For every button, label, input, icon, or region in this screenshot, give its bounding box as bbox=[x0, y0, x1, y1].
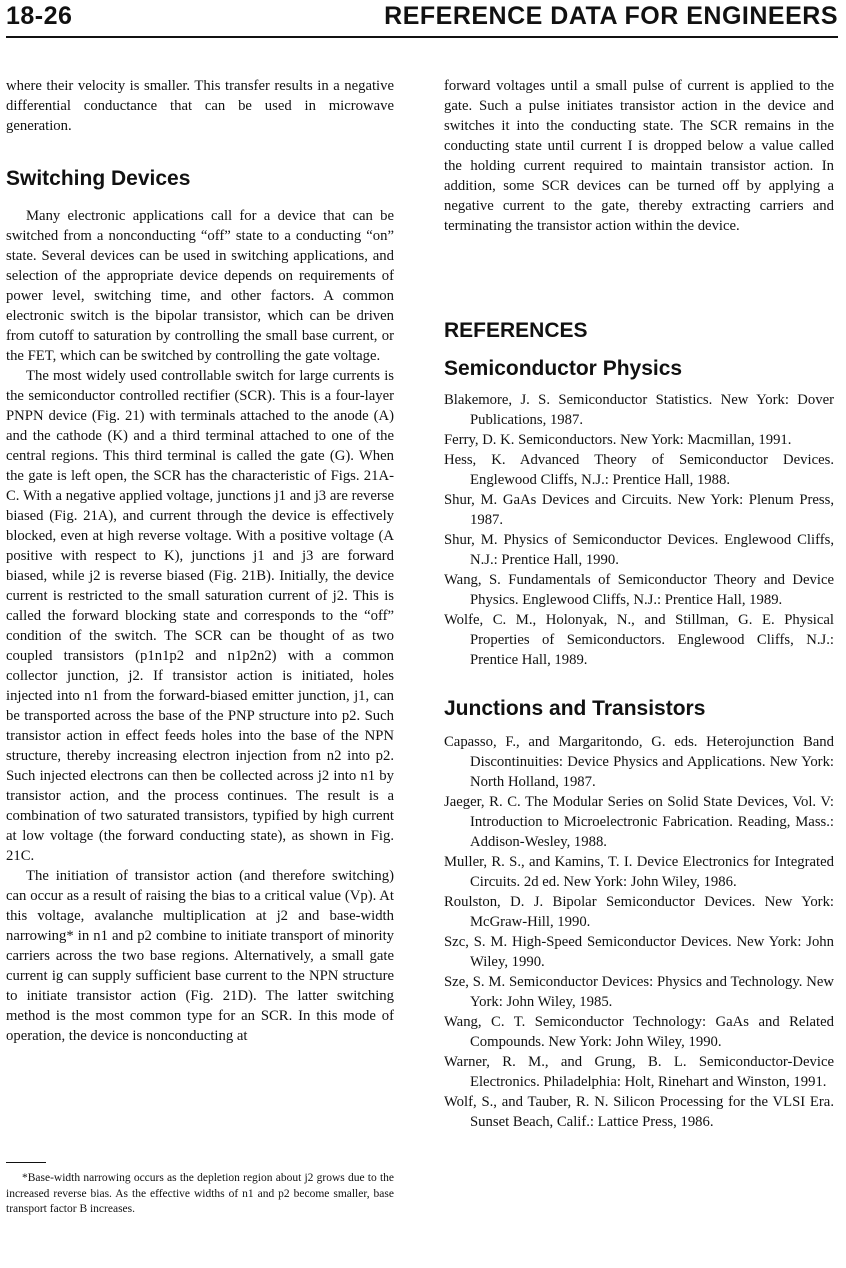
reference-entry: Capasso, F., and Margaritondo, G. eds. Heterojunction Band Discontinuities: Device Physics and Applications. New York: North Holland, 1987. bbox=[444, 734, 834, 790]
reference-entry: Wang, C. T. Semiconductor Technology: GaAs and Related Compounds. New York: John Wiley, 1990. bbox=[444, 1014, 834, 1050]
reference-list-junctions-and-transistors bbox=[444, 732, 834, 1132]
footnote-text: *Base-width narrowing occurs as the depletion region about j2 grows due to the increased reverse bias. As the effective widths of n1 and p2 become smaller, base transport factor B increases. bbox=[6, 1172, 394, 1215]
running-title: REFERENCE DATA FOR ENGINEERS bbox=[384, 2, 838, 30]
intro-paragraph: where their velocity is smaller. This transfer results in a negative differential conductance that can be used in microwave generation. bbox=[6, 78, 394, 134]
reference-entry: Sze, S. M. Semiconductor Devices: Physics and Technology. New York: John Wiley, 1985. bbox=[444, 974, 834, 1010]
right-column bbox=[444, 76, 834, 1132]
reference-entry: Ferry, D. K. Semiconductors. New York: Macmillan, 1991. bbox=[444, 432, 792, 448]
reference-entry: Szc, S. M. High-Speed Semiconductor Devices. New York: John Wiley, 1990. bbox=[444, 934, 834, 970]
reference-entry: Blakemore, J. S. Semiconductor Statistics. New York: Dover Publications, 1987. bbox=[444, 392, 834, 428]
reference-entry: Shur, M. GaAs Devices and Circuits. New York: Plenum Press, 1987. bbox=[444, 492, 834, 528]
body-paragraph: The initiation of transistor action (and therefore switching) can occur as a result of raising the bias to a critical value (Vp). At this voltage, avalanche multiplication at j2 and base-width narrowing* in n1 and p2 combine to initiate transport of minority carriers across the two base regions. Alternatively, a small gate current ig can supply sufficient base current to the NPN structure to initiate transistor action (Fig. 21D). The latter switching method is the most common type for an SCR. In this mode of operation, the device is nonconducting at bbox=[6, 868, 394, 1044]
reference-entry: Muller, R. S., and Kamins, T. I. Device Electronics for Integrated Circuits. 2d ed. New York: John Wiley, 1986. bbox=[444, 854, 834, 890]
footnote bbox=[6, 1162, 394, 1218]
reference-entry: Wang, S. Fundamentals of Semiconductor Theory and Device Physics. Englewood Cliffs, N.J.: Prentice Hall, 1989. bbox=[444, 572, 834, 608]
reference-entry: Shur, M. Physics of Semiconductor Devices. Englewood Cliffs, N.J.: Prentice Hall, 1990. bbox=[444, 532, 834, 568]
header-rule bbox=[6, 36, 838, 38]
reference-list-semiconductor-physics bbox=[444, 390, 834, 670]
footnote-rule bbox=[6, 1162, 46, 1163]
reference-entry: Hess, K. Advanced Theory of Semiconductor Devices. Englewood Cliffs, N.J.: Prentice Hall, 1988. bbox=[444, 452, 834, 488]
page-header bbox=[6, 2, 838, 36]
reference-entry: Wolf, S., and Tauber, R. N. Silicon Processing for the VLSI Era. Sunset Beach, Calif.: Lattice Press, 1986. bbox=[444, 1094, 834, 1130]
left-column bbox=[6, 76, 394, 1046]
references-heading: REFERENCES bbox=[444, 319, 588, 342]
page-number: 18-26 bbox=[6, 2, 73, 30]
body-paragraph: Many electronic applications call for a device that can be switched from a nonconducting “off” state to a conducting “on” state. Several devices can be used in switching applications, and selection of the appropriate device depends on requirements of power level, switching time, and other factors. A common electronic switch is the bipolar transistor, which can be driven from cutoff to saturation by controlling the small base current, or the FET, which can be switched by controlling the gate voltage. bbox=[6, 208, 394, 364]
reference-entry: Wolfe, C. M., Holonyak, N., and Stillman, G. E. Physical Properties of Semiconductors. Englewood Cliffs, N.J.: Prentice Hall, 1989. bbox=[444, 612, 834, 668]
subsection-heading-junctions-and-transistors: Junctions and Transistors bbox=[444, 697, 706, 720]
subsection-heading-semiconductor-physics: Semiconductor Physics bbox=[444, 357, 683, 380]
reference-entry: Jaeger, R. C. The Modular Series on Solid State Devices, Vol. V: Introduction to Microelectronic Fabrication. Reading, Mass.: Addison-Wesley, 1988. bbox=[444, 794, 834, 850]
reference-entry: Warner, R. M., and Grung, B. L. Semiconductor-Device Electronics. Philadelphia: Holt, Rinehart and Winston, 1991. bbox=[444, 1054, 834, 1090]
continuation-paragraph: forward voltages until a small pulse of current is applied to the gate. Such a pulse initiates transistor action in the device and switches it into the conducting state. The SCR remains in the conducting state until current I is dropped below a value called the holding current required to maintain transistor action. In addition, some SCR devices can be turned off by applying a negative current to the gate, thereby extracting carriers and terminating the transistor action within the device. bbox=[444, 78, 834, 234]
section-heading-switching-devices: Switching Devices bbox=[6, 167, 191, 190]
reference-entry: Roulston, D. J. Bipolar Semiconductor Devices. New York: McGraw-Hill, 1990. bbox=[444, 894, 834, 930]
body-paragraph: The most widely used controllable switch for large currents is the semiconductor controlled rectifier (SCR). This is a four-layer PNPN device (Fig. 21) with terminals attached to the anode (A) and the cathode (K) and a third terminal attached to one of the central regions. This third terminal is called the gate (G). When the gate is left open, the SCR has the characteristic of Figs. 21A-C. With a negative applied voltage, junctions j1 and j3 are reverse biased (Fig. 21A), and current through the device is effectively blocked, even at high reverse voltage. With a positive voltage (A positive with respect to K), junctions j1 and j3 are forward biased, while j2 is reverse biased (Fig. 21B). Initially, the device current is restricted to the small saturation current of j2. This is called the forward blocking state and corresponds to the “off” condition of the switch. The SCR can be thought of as two coupled transistors (p1n1p2 and n1p2n2) with a common collector junction, j2. If transistor action is initiated, holes injected into n1 from the forward-biased emitter junction, j1, can be transported across the base of the PNP structure into p2. Such transistor action in effect feeds holes into the base of the NPN structure, thereby increasing electron injection from n2 into p2. Such injected electrons can then be collected across j2 into n1 by transistor action, and the process continues. The result is a combination of two saturated transistors, typified by high current at low voltage (the forward conducting state), as shown in Fig. 21C. bbox=[6, 368, 394, 864]
